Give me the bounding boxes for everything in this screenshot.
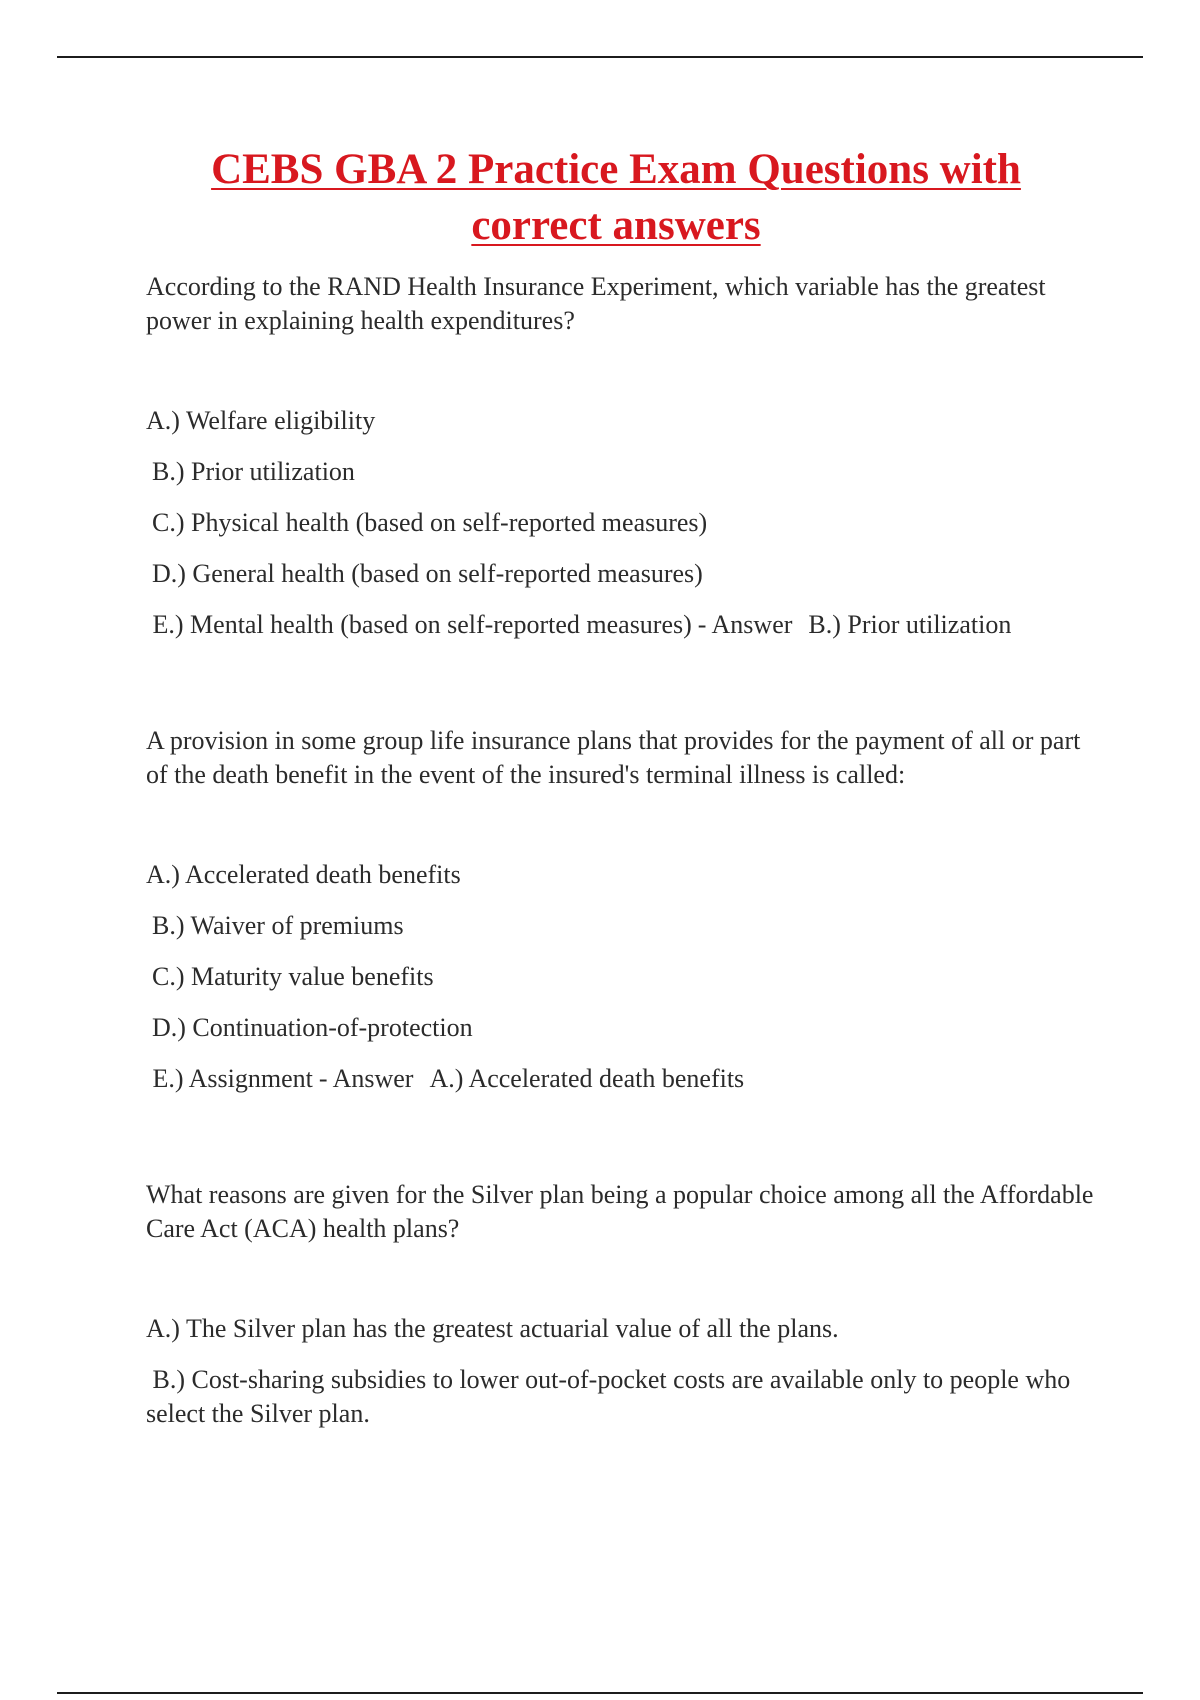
option-d: D.) Continuation-of-protection	[152, 1013, 473, 1042]
option-a: A.) The Silver plan has the greatest actuarial value of all the plans.	[146, 1314, 839, 1343]
question-block-1	[146, 270, 1096, 642]
question-text: A provision in some group life insurance plans that provides for the payment of all or part of the death benefit in the event of the insured's terminal illness is called:	[146, 726, 1081, 789]
document-body	[146, 270, 1096, 1513]
option-b: B.) Prior utilization	[152, 457, 355, 486]
option-e: E.) Mental health (based on self-reported measures)	[152, 610, 692, 639]
option-e: E.) Assignment	[152, 1064, 313, 1093]
option-b-text: B.) Cost-sharing subsidies to lower out-of-pocket costs are available only to people who select the Silver plan.	[146, 1365, 1071, 1428]
question-block-3	[146, 1178, 1096, 1431]
option-c: C.) Maturity value benefits	[152, 962, 434, 991]
option-e-with-answer	[146, 1062, 1096, 1096]
answer-label: - Answer	[697, 610, 793, 639]
answer-value: B.) Prior utilization	[808, 610, 1012, 639]
question-block-2	[146, 724, 1096, 1096]
question-text: What reasons are given for the Silver plan being a popular choice among all the Affordable Care Act (ACA) health plans?	[146, 1180, 1094, 1243]
question-text: According to the RAND Health Insurance Experiment, which variable has the greatest power in explaining health expenditures?	[146, 272, 1046, 335]
title-line-1: CEBS GBA 2 Practice Exam Questions with	[211, 146, 1021, 193]
option-d: D.) General health (based on self-reported measures)	[152, 559, 703, 588]
document-title	[0, 142, 1200, 254]
option-a: A.) Welfare eligibility	[146, 406, 376, 435]
bottom-rule	[57, 1692, 1143, 1694]
option-c: C.) Physical health (based on self-reported measures)	[152, 508, 708, 537]
answer-value: A.) Accelerated death benefits	[429, 1064, 745, 1093]
answer-label: - Answer	[318, 1064, 414, 1093]
top-rule	[57, 56, 1143, 58]
option-a: A.) Accelerated death benefits	[146, 860, 461, 889]
option-b: B.) Waiver of premiums	[152, 911, 404, 940]
title-line-2: correct answers	[471, 202, 761, 249]
option-b	[146, 1363, 1096, 1431]
option-e-with-answer	[146, 608, 1096, 642]
